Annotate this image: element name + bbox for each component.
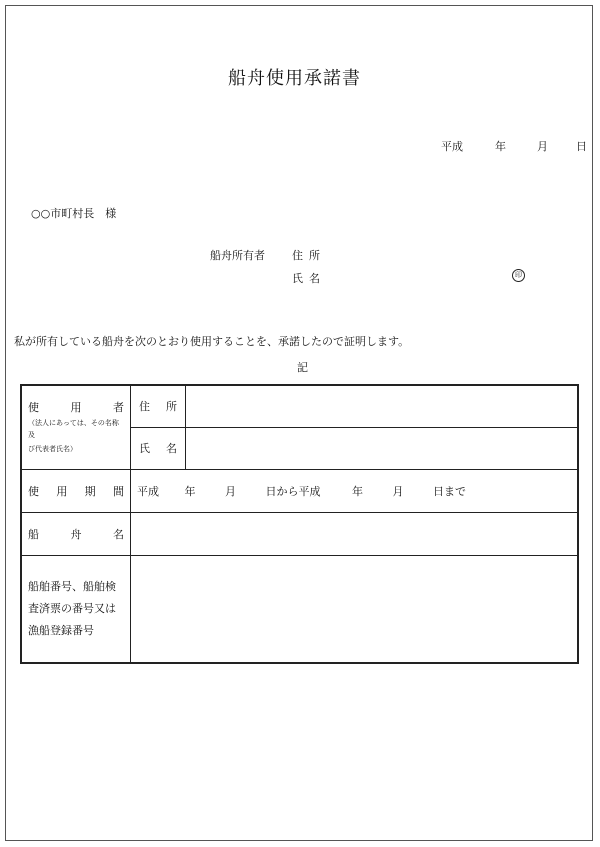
user-label-char-1: 使 <box>28 401 39 415</box>
period-month2: 月 <box>392 484 404 498</box>
consent-statement: 私が所有している船舟を次のとおり使用することを、承諾したので証明します。 <box>14 335 410 348</box>
user-label <box>28 399 124 415</box>
user-address-char-1: 住 <box>139 400 150 414</box>
user-name-label-cell <box>131 427 186 469</box>
user-label-char-2: 用 <box>70 401 82 415</box>
user-name-label <box>137 440 179 456</box>
owner-address-label: 住所 <box>292 249 326 262</box>
user-name-field[interactable] <box>186 427 579 469</box>
user-address-label-cell <box>131 385 186 427</box>
period-month1: 月 <box>225 484 236 498</box>
vessel-name-label-cell <box>21 512 131 555</box>
user-address-char-2: 所 <box>166 400 177 414</box>
owner-label: 船舟所有者 <box>210 249 265 262</box>
period-day-from: 日から平成 <box>265 484 321 498</box>
vessel-name-field[interactable] <box>131 512 579 555</box>
vessel-number-label: 船舶番号、船舶検査済票の番号又は漁船登録番号 <box>21 555 131 663</box>
vessel-name-label <box>28 526 124 542</box>
user-address-label <box>137 398 179 414</box>
document-title: 船舟使用承諾書 <box>228 68 361 89</box>
user-address-field[interactable] <box>186 385 579 427</box>
date-month: 月 <box>537 140 548 153</box>
period-label <box>28 483 124 499</box>
period-era1: 平成 <box>137 484 159 498</box>
user-label-cell <box>21 385 131 469</box>
period-char-3: 期 <box>84 484 96 498</box>
user-name-char-2: 名 <box>166 442 177 455</box>
vessel-name-char-1: 船 <box>28 527 39 541</box>
period-char-4: 間 <box>112 484 124 498</box>
date-era: 平成 <box>441 140 463 153</box>
usage-table <box>20 384 579 664</box>
addressee: ○○市町村長 様 <box>31 207 117 220</box>
user-label-char-3: 者 <box>113 401 124 415</box>
period-day-until: 日まで <box>433 484 466 498</box>
vessel-name-char-2: 舟 <box>70 527 82 541</box>
period-char-2: 用 <box>56 484 68 498</box>
user-note-line1: （法人にあっては、その名称及 <box>28 419 119 440</box>
date-day: 日 <box>576 140 587 153</box>
ki-label: 記 <box>297 361 308 374</box>
period-field[interactable] <box>131 469 579 512</box>
user-note-line2: び代表者氏名） <box>28 445 77 454</box>
period-year2: 年 <box>352 484 363 498</box>
vessel-number-field[interactable] <box>131 555 579 663</box>
vessel-name-char-3: 名 <box>113 527 124 541</box>
user-name-char-1: 氏 <box>139 442 150 455</box>
date-year: 年 <box>495 140 506 153</box>
owner-name-label: 氏名 <box>292 272 326 285</box>
period-label-cell <box>21 469 131 512</box>
seal-icon: 印 <box>512 269 525 282</box>
period-year1: 年 <box>184 484 196 498</box>
period-char-1: 使 <box>28 484 39 498</box>
